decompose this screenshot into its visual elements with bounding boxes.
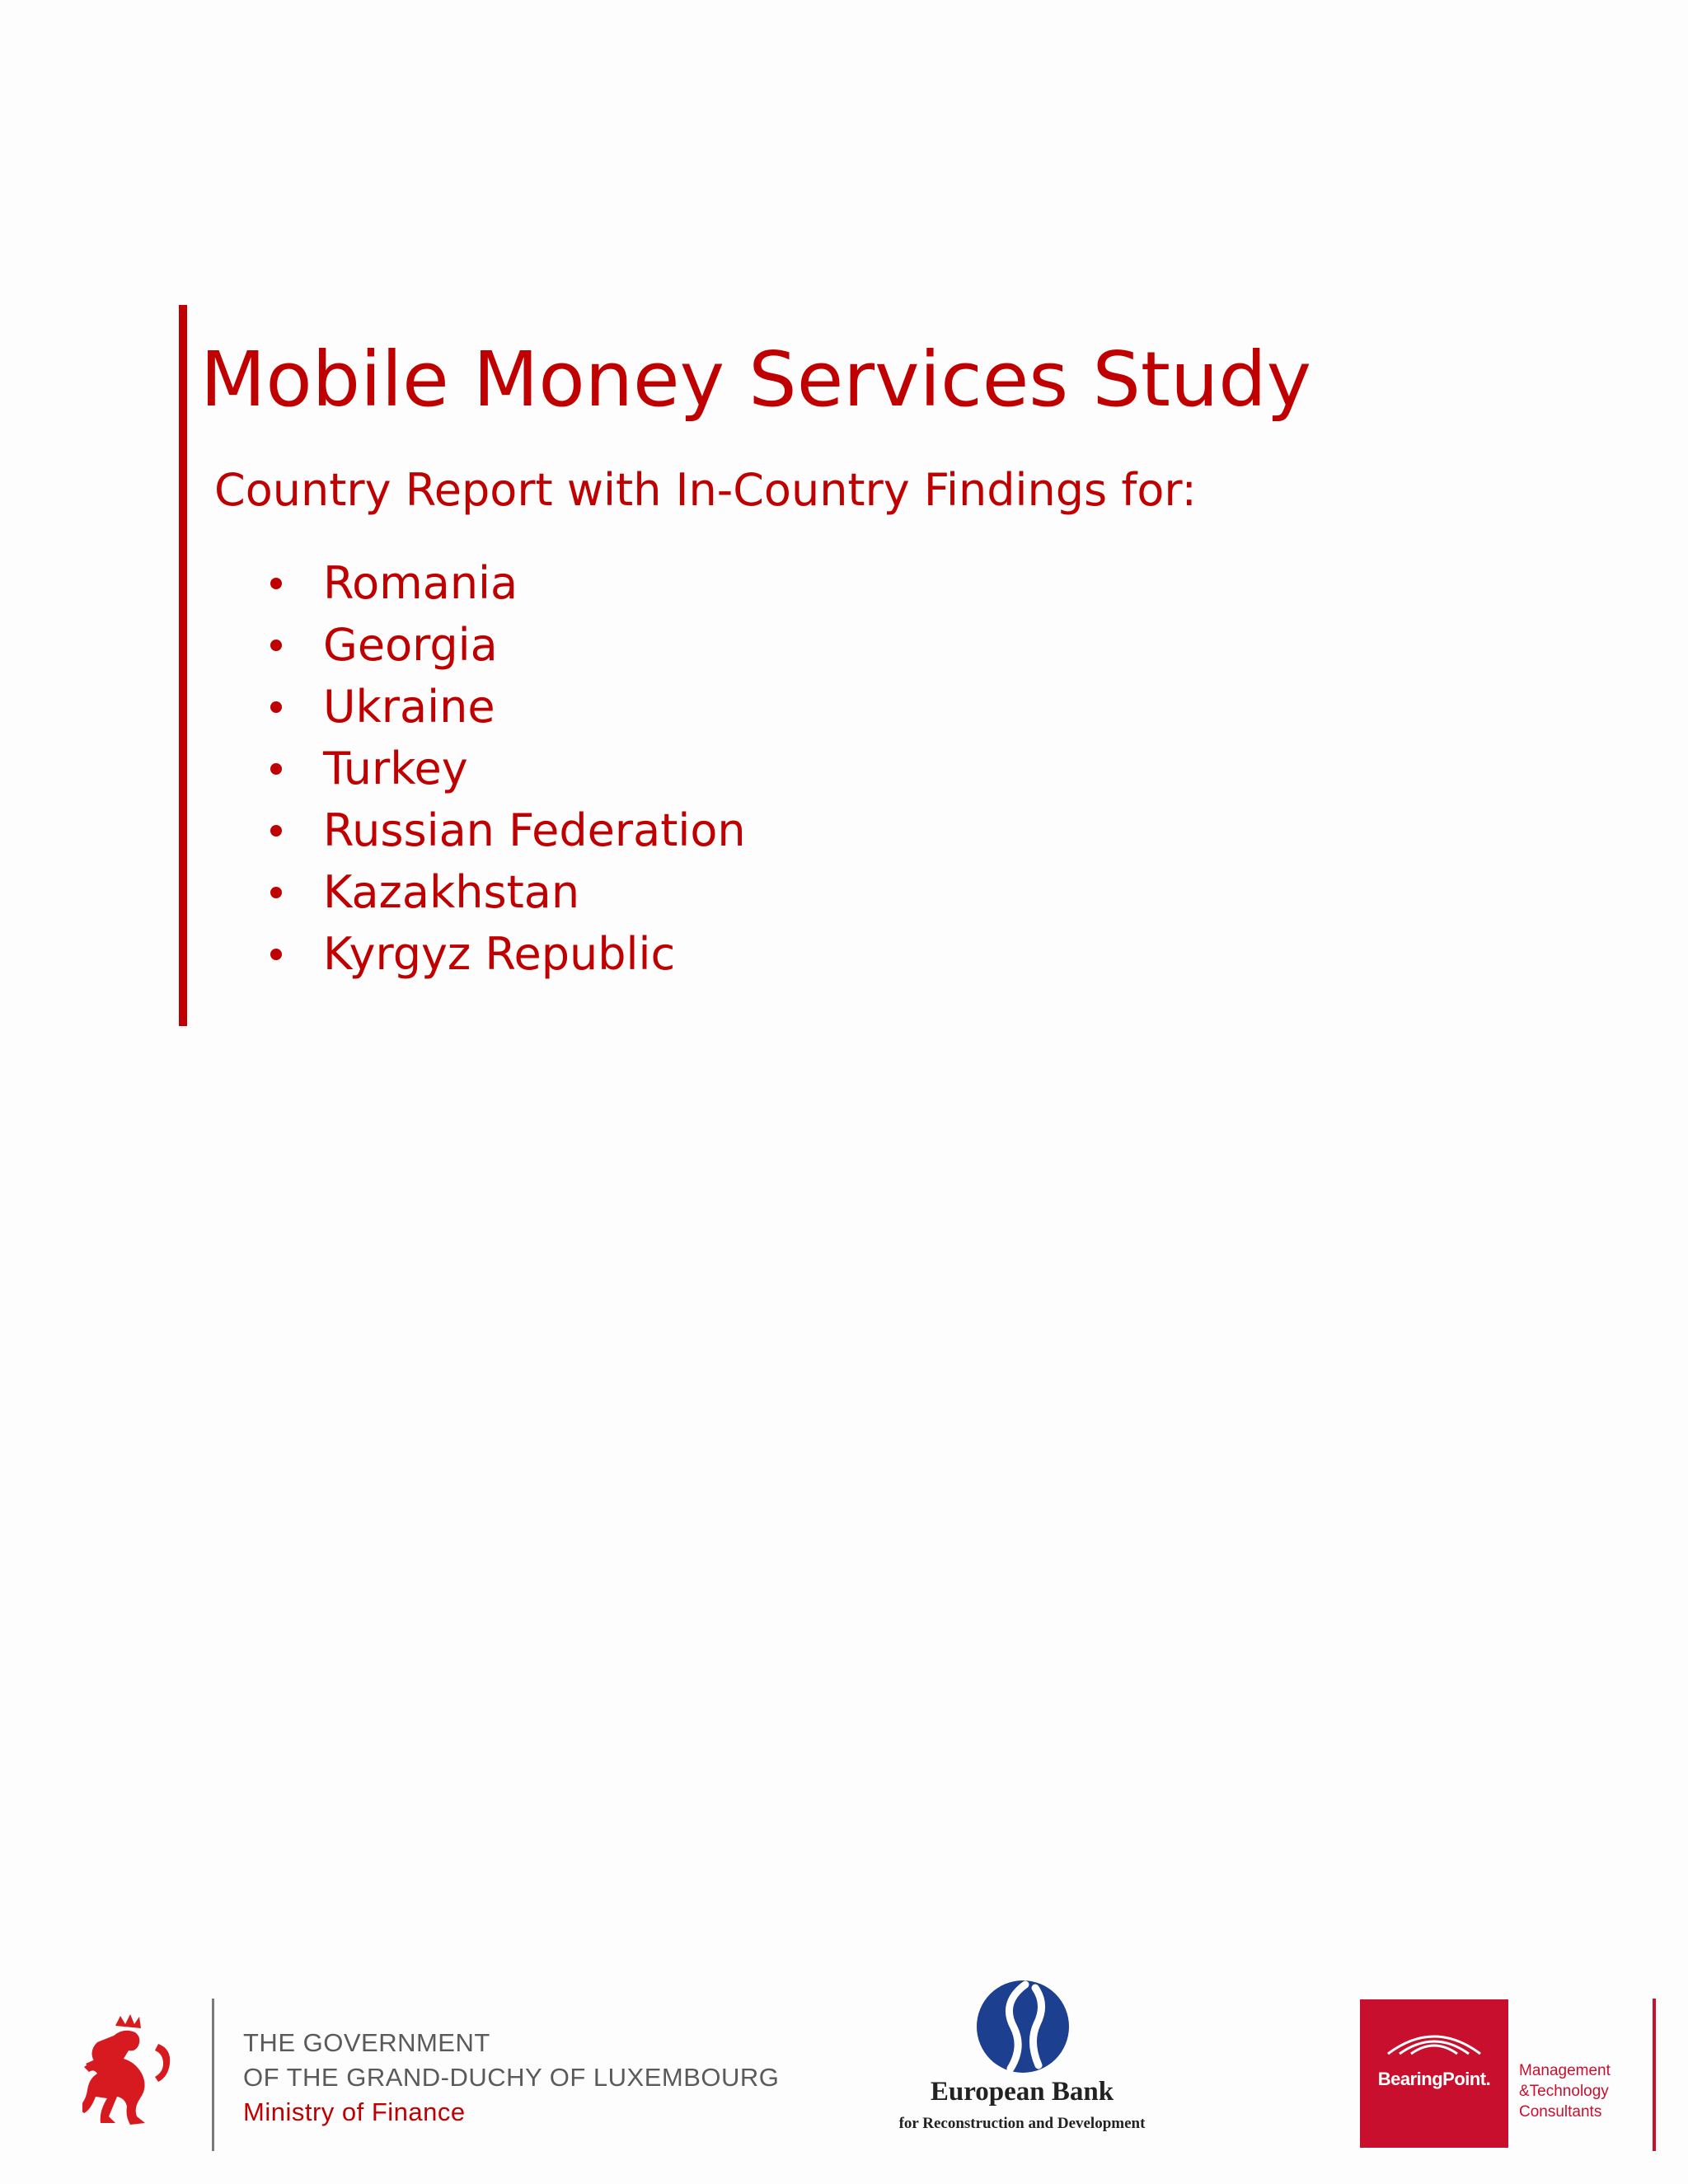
ebrd-globe-icon xyxy=(974,1978,1071,2075)
document-subtitle: Country Report with In-Country Findings for: xyxy=(214,464,1197,516)
list-item xyxy=(262,861,746,923)
grand-duchy-line: OF THE GRAND-DUCHY OF LUXEMBOURG xyxy=(243,2063,780,2092)
bearingpoint-logo xyxy=(1360,1999,1508,2148)
tagline-line: Consultants xyxy=(1519,2103,1602,2121)
ebrd-name: European Bank xyxy=(930,2077,1114,2107)
government-line: THE GOVERNMENT xyxy=(243,2028,490,2057)
list-item xyxy=(262,676,746,738)
country-label: Kazakhstan xyxy=(323,866,580,918)
country-label: Turkey xyxy=(323,743,468,794)
ministry-line: Ministry of Finance xyxy=(243,2097,466,2126)
bullet-icon xyxy=(270,825,282,837)
country-label: Kyrgyz Republic xyxy=(323,928,676,980)
bullet-icon xyxy=(270,887,282,898)
country-label: Ukraine xyxy=(323,681,495,733)
country-label: Russian Federation xyxy=(323,804,746,856)
accent-bar xyxy=(179,305,187,1026)
footer-logos xyxy=(0,1978,1688,2168)
list-item xyxy=(262,923,746,985)
list-item xyxy=(262,552,746,614)
ebrd-subtitle: for Reconstruction and Development xyxy=(898,2115,1146,2132)
tagline-line: &Technology xyxy=(1519,2083,1609,2100)
divider xyxy=(212,1999,214,2151)
bearingpoint-divider xyxy=(1653,1999,1656,2151)
bullet-icon xyxy=(270,763,282,775)
list-item xyxy=(262,799,746,861)
document-title: Mobile Money Services Study xyxy=(200,335,1312,424)
bearingpoint-tagline xyxy=(1519,2060,1611,2122)
bearingpoint-name: BearingPoint. xyxy=(1377,2069,1491,2089)
country-label: Georgia xyxy=(323,619,498,671)
bullet-icon xyxy=(270,701,282,713)
bullet-icon xyxy=(270,640,282,651)
list-item xyxy=(262,738,746,799)
list-item xyxy=(262,614,746,676)
tagline-line: Management xyxy=(1519,2062,1611,2079)
country-list xyxy=(262,552,746,985)
bearingpoint-arcs-icon xyxy=(1372,2024,1497,2057)
luxembourg-lion-icon xyxy=(82,2011,181,2143)
country-label: Romania xyxy=(323,557,518,609)
bullet-icon xyxy=(270,949,282,960)
luxembourg-ministry-text xyxy=(243,2026,779,2130)
bullet-icon xyxy=(270,578,282,589)
